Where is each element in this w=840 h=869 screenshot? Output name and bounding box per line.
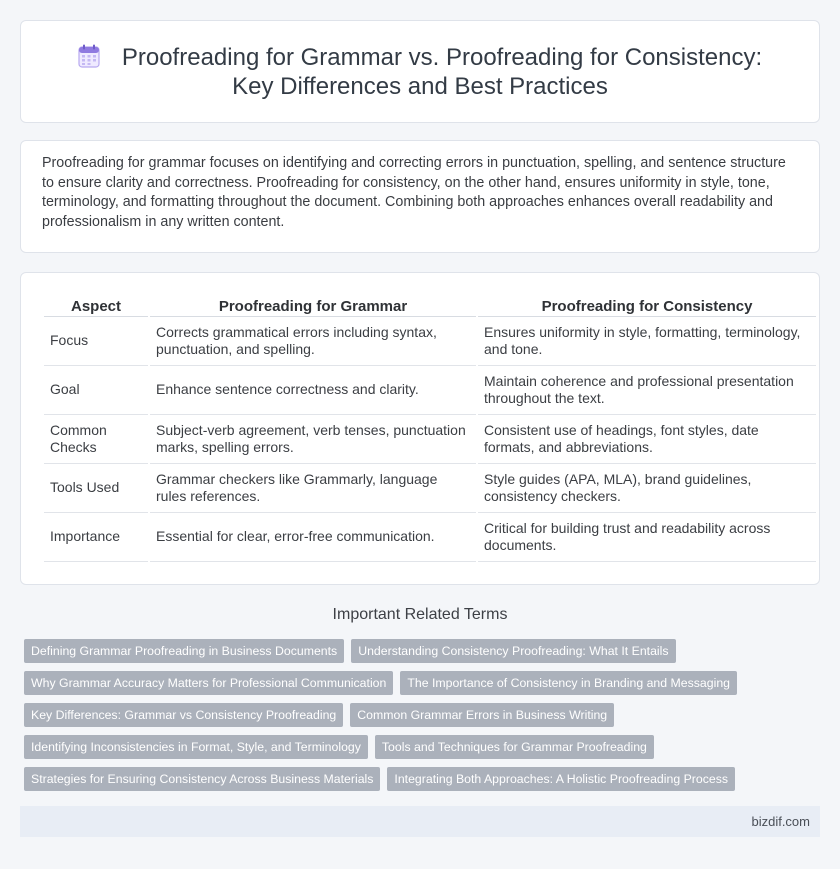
related-terms-list [24,639,824,799]
page-title-wrap [21,43,819,101]
related-term-link[interactable]: Identifying Inconsistencies in Format, Style, and Terminology [24,735,368,759]
related-term-link[interactable]: Why Grammar Accuracy Matters for Professional Communication [24,671,393,695]
related-term-link[interactable]: Defining Grammar Proofreading in Business Documents [24,639,344,663]
cell-consistency: Style guides (APA, MLA), brand guidelines, consistency checkers. [478,464,816,513]
cell-aspect: Importance [44,513,148,562]
related-terms-heading: Important Related Terms [332,606,508,623]
table-row [44,513,816,562]
cell-grammar: Grammar checkers like Grammarly, language rules references. [150,464,476,513]
tag-row [24,671,824,695]
cell-consistency: Maintain coherence and professional presentation throughout the text. [478,366,816,415]
table-row [44,415,816,464]
intro-card [20,140,820,253]
cell-consistency: Critical for building trust and readability across documents. [478,513,816,562]
footer [20,806,820,837]
cell-aspect: Common Checks [44,415,148,464]
tag-row [24,735,824,759]
related-term-link[interactable]: The Importance of Consistency in Branding and Messaging [400,671,737,695]
cell-consistency: Ensures uniformity in style, formatting, terminology, and tone. [478,317,816,366]
related-term-link[interactable]: Understanding Consistency Proofreading: What It Entails [351,639,675,663]
header-aspect: Aspect [44,297,148,317]
tag-row [24,703,824,727]
table-row [44,464,816,513]
cell-grammar: Essential for clear, error-free communication. [150,513,476,562]
cell-aspect: Goal [44,366,148,415]
tag-row [24,639,824,663]
cell-grammar: Corrects grammatical errors including syntax, punctuation, and spelling. [150,317,476,366]
table-row [44,366,816,415]
header-grammar: Proofreading for Grammar [150,297,476,317]
cell-grammar: Enhance sentence correctness and clarity. [150,366,476,415]
table-header-row [44,297,816,317]
cell-aspect: Tools Used [44,464,148,513]
cell-grammar: Subject-verb agreement, verb tenses, punctuation marks, spelling errors. [150,415,476,464]
cell-consistency: Consistent use of headings, font styles, date formats, and abbreviations. [478,415,816,464]
header-consistency: Proofreading for Consistency [478,297,816,317]
footer-site-link[interactable]: bizdif.com [751,814,810,829]
calendar-icon [78,44,100,68]
related-term-link[interactable]: Common Grammar Errors in Business Writing [350,703,614,727]
comparison-card [20,272,820,585]
tag-row [24,767,824,791]
comparison-table [42,297,818,562]
related-term-link[interactable]: Strategies for Ensuring Consistency Across Business Materials [24,767,380,791]
table-row [44,317,816,366]
related-term-link[interactable]: Tools and Techniques for Grammar Proofreading [375,735,654,759]
related-term-link[interactable]: Integrating Both Approaches: A Holistic Proofreading Process [387,767,735,791]
cell-aspect: Focus [44,317,148,366]
intro-paragraph: Proofreading for grammar focuses on identifying and correcting errors in punctuation, spelling, and sentence structure to ensure clarity and correctness. Proofreading for consistency, on the other hand, ensures uniformity in style, tone, terminology, and formatting throughout the document. Combining both approaches enhances overall readability and professionalism in any written content. [42,155,786,230]
page-title: Proofreading for Grammar vs. Proofreading for Consistency: Key Differences and Best Practices [121,44,763,100]
title-card [20,20,820,123]
related-term-link[interactable]: Key Differences: Grammar vs Consistency Proofreading [24,703,343,727]
